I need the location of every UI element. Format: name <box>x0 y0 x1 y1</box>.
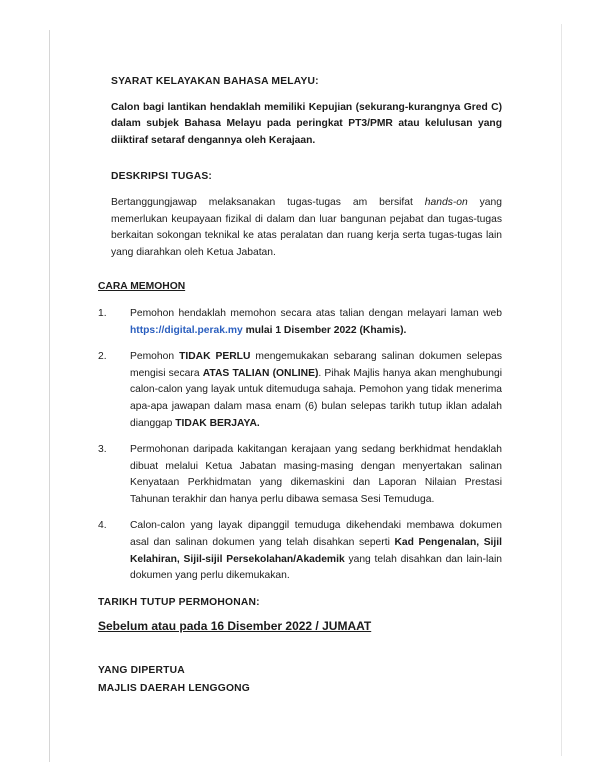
list-item: 2. Pemohon TIDAK PERLU mengemukakan sebarang salinan dokumen selepas mengisi secara ATAS TALIAN (ONLINE). Pihak Majlis hanya akan menghubungi calon-calon yang layak untuk ditemuduga sahaja. Pemohon yang tidak menerima apa-apa jawapan dalam masa enam (6) bulan selepas tarikh tutup iklan adalah dianggap TIDAK BERJAYA. <box>98 351 503 429</box>
closing-heading: TARIKH TUTUP PERMOHONAN: <box>98 596 260 608</box>
hands-on-term: hands-on <box>424 196 468 208</box>
apply-list <box>98 306 502 585</box>
list-item: 1. Pemohon hendaklah memohon secara atas talian dengan melayari laman web https://digital.perak.my mulai 1 Disember 2022 (Khamis). <box>98 307 502 336</box>
eligibility-text: Calon bagi lantikan hendaklah memiliki Kepujian (sekurang-kurangnya Gred C) dalam subjek Bahasa Melayu pada peringkat PT3/PMR atau kelulusan yang diiktiraf setaraf dengannya oleh Kerajaan. <box>111 101 502 146</box>
application-website-link[interactable]: https://digital.perak.my <box>130 324 243 336</box>
list-item: 4. Calon-calon yang layak dipanggil temuduga dikehendaki membawa dokumen asal dan salinan dokumen yang telah disahkan seperti Kad Pengenalan, Sijil Kelahiran, Sijil-sijil Persekolahan/Akademik yang telah disahkan dan lain-lain dokumen yang perlu dikemukakan. <box>98 520 503 582</box>
apply-heading: CARA MEMOHON <box>98 281 186 293</box>
document-body <box>98 74 502 698</box>
list-item: 3. Permohonan daripada kakitangan kerajaan yang sedang berkhidmat hendaklah dibuat melalui Ketua Jabatan masing-masing dengan menyertakan salinan Kenyataan Perkhidmatan yang dikemaskini dan Laporan Nilaian Prestasi Tahunan terakhir dan hanya perlu dibawa semasa Sesi Temuduga. <box>98 444 502 505</box>
signature-title: YANG DIPERTUA <box>98 665 185 677</box>
page-edge-right <box>561 24 562 756</box>
signature-organization: MAJLIS DAERAH LENGGONG <box>98 683 250 695</box>
duties-text: Bertanggungjawap melaksanakan tugas-tugas am bersifat hands-on yang memerlukan keupayaan fizikal di dalam dan luar bangunan pejabat dan tugas-tugas berkaitan sokongan teknikal ke atas peralatan dan ruang kerja serta tugas-tugas lain yang diarahkan oleh Ketua Jabatan. <box>111 196 502 258</box>
duties-heading: DESKRIPSI TUGAS: <box>111 171 213 183</box>
closing-deadline: Sebelum atau pada 16 Disember 2022 / JUMAAT <box>98 619 372 634</box>
page-edge-left <box>49 30 50 762</box>
eligibility-heading: SYARAT KELAYAKAN BAHASA MELAYU: <box>111 76 319 87</box>
